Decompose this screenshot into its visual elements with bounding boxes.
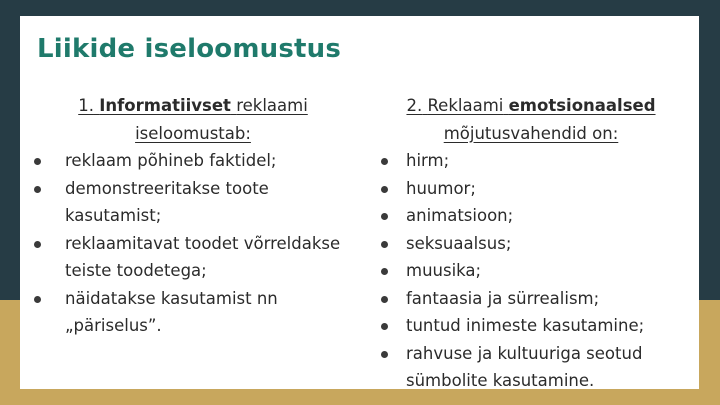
- bullet-icon: [34, 296, 41, 303]
- bullet-icon: [381, 268, 388, 275]
- right-bullet-list: [376, 147, 686, 395]
- left-heading-number: 1.: [78, 96, 94, 115]
- list-item: [28, 175, 358, 230]
- left-heading-bold: Informatiivset: [99, 96, 231, 115]
- bullet-icon: [381, 323, 388, 330]
- list-item: [28, 230, 358, 285]
- bullet-icon: [381, 241, 388, 248]
- slide-card: [20, 16, 699, 389]
- slide-title: Liikide iseloomustus: [37, 34, 342, 64]
- list-item-text: fantaasia ja sürrealism;: [406, 288, 600, 308]
- list-item-text: muusika;: [406, 261, 482, 280]
- left-bullet-list: [28, 147, 358, 340]
- bullet-icon: [34, 186, 41, 193]
- right-heading-rest: mõjutusvahendid on:: [443, 123, 619, 143]
- bullet-icon: [381, 296, 388, 303]
- list-item-text: demonstreeritakse toote kasutamist;: [65, 178, 269, 225]
- list-item: [28, 147, 358, 175]
- left-column: [28, 92, 358, 340]
- bullet-icon: [381, 213, 388, 220]
- left-heading-rest: reklaami iseloomustab:: [135, 96, 308, 143]
- bullet-icon: [34, 241, 41, 248]
- list-item-text: näidatakse kasutamist nn „päriselus”.: [65, 288, 278, 335]
- left-heading: [28, 92, 358, 147]
- right-heading: [376, 92, 686, 147]
- bullet-icon: [381, 158, 388, 165]
- list-item-text: animatsioon;: [406, 206, 514, 225]
- list-item-text: huumor;: [406, 178, 476, 198]
- bullet-icon: [381, 351, 388, 358]
- list-item-text: tuntud inimeste kasutamine;: [406, 316, 645, 335]
- list-item-text: reklaam põhineb faktidel;: [65, 151, 277, 170]
- list-item-text: hirm;: [406, 151, 450, 170]
- list-item: [28, 285, 358, 340]
- list-item: [376, 230, 686, 258]
- list-item: [376, 257, 686, 285]
- list-item-text: rahvuse ja kultuuriga seotud sümbolite kasutamine.: [406, 343, 643, 390]
- right-heading-pre: Reklaami: [427, 96, 504, 115]
- list-item: [376, 340, 686, 395]
- list-item: [376, 175, 686, 203]
- list-item-text: reklaamitavat toodet võrreldakse teiste toodetega;: [65, 233, 341, 280]
- list-item-text: seksuaalsus;: [406, 233, 512, 253]
- list-item: [376, 285, 686, 313]
- right-heading-bold: emotsionaalsed: [508, 96, 656, 115]
- list-item: [376, 312, 686, 340]
- bullet-icon: [381, 186, 388, 193]
- list-item: [376, 147, 686, 175]
- right-column: [376, 92, 686, 395]
- bullet-icon: [34, 158, 41, 165]
- right-heading-number: 2.: [406, 96, 423, 115]
- list-item: [376, 202, 686, 230]
